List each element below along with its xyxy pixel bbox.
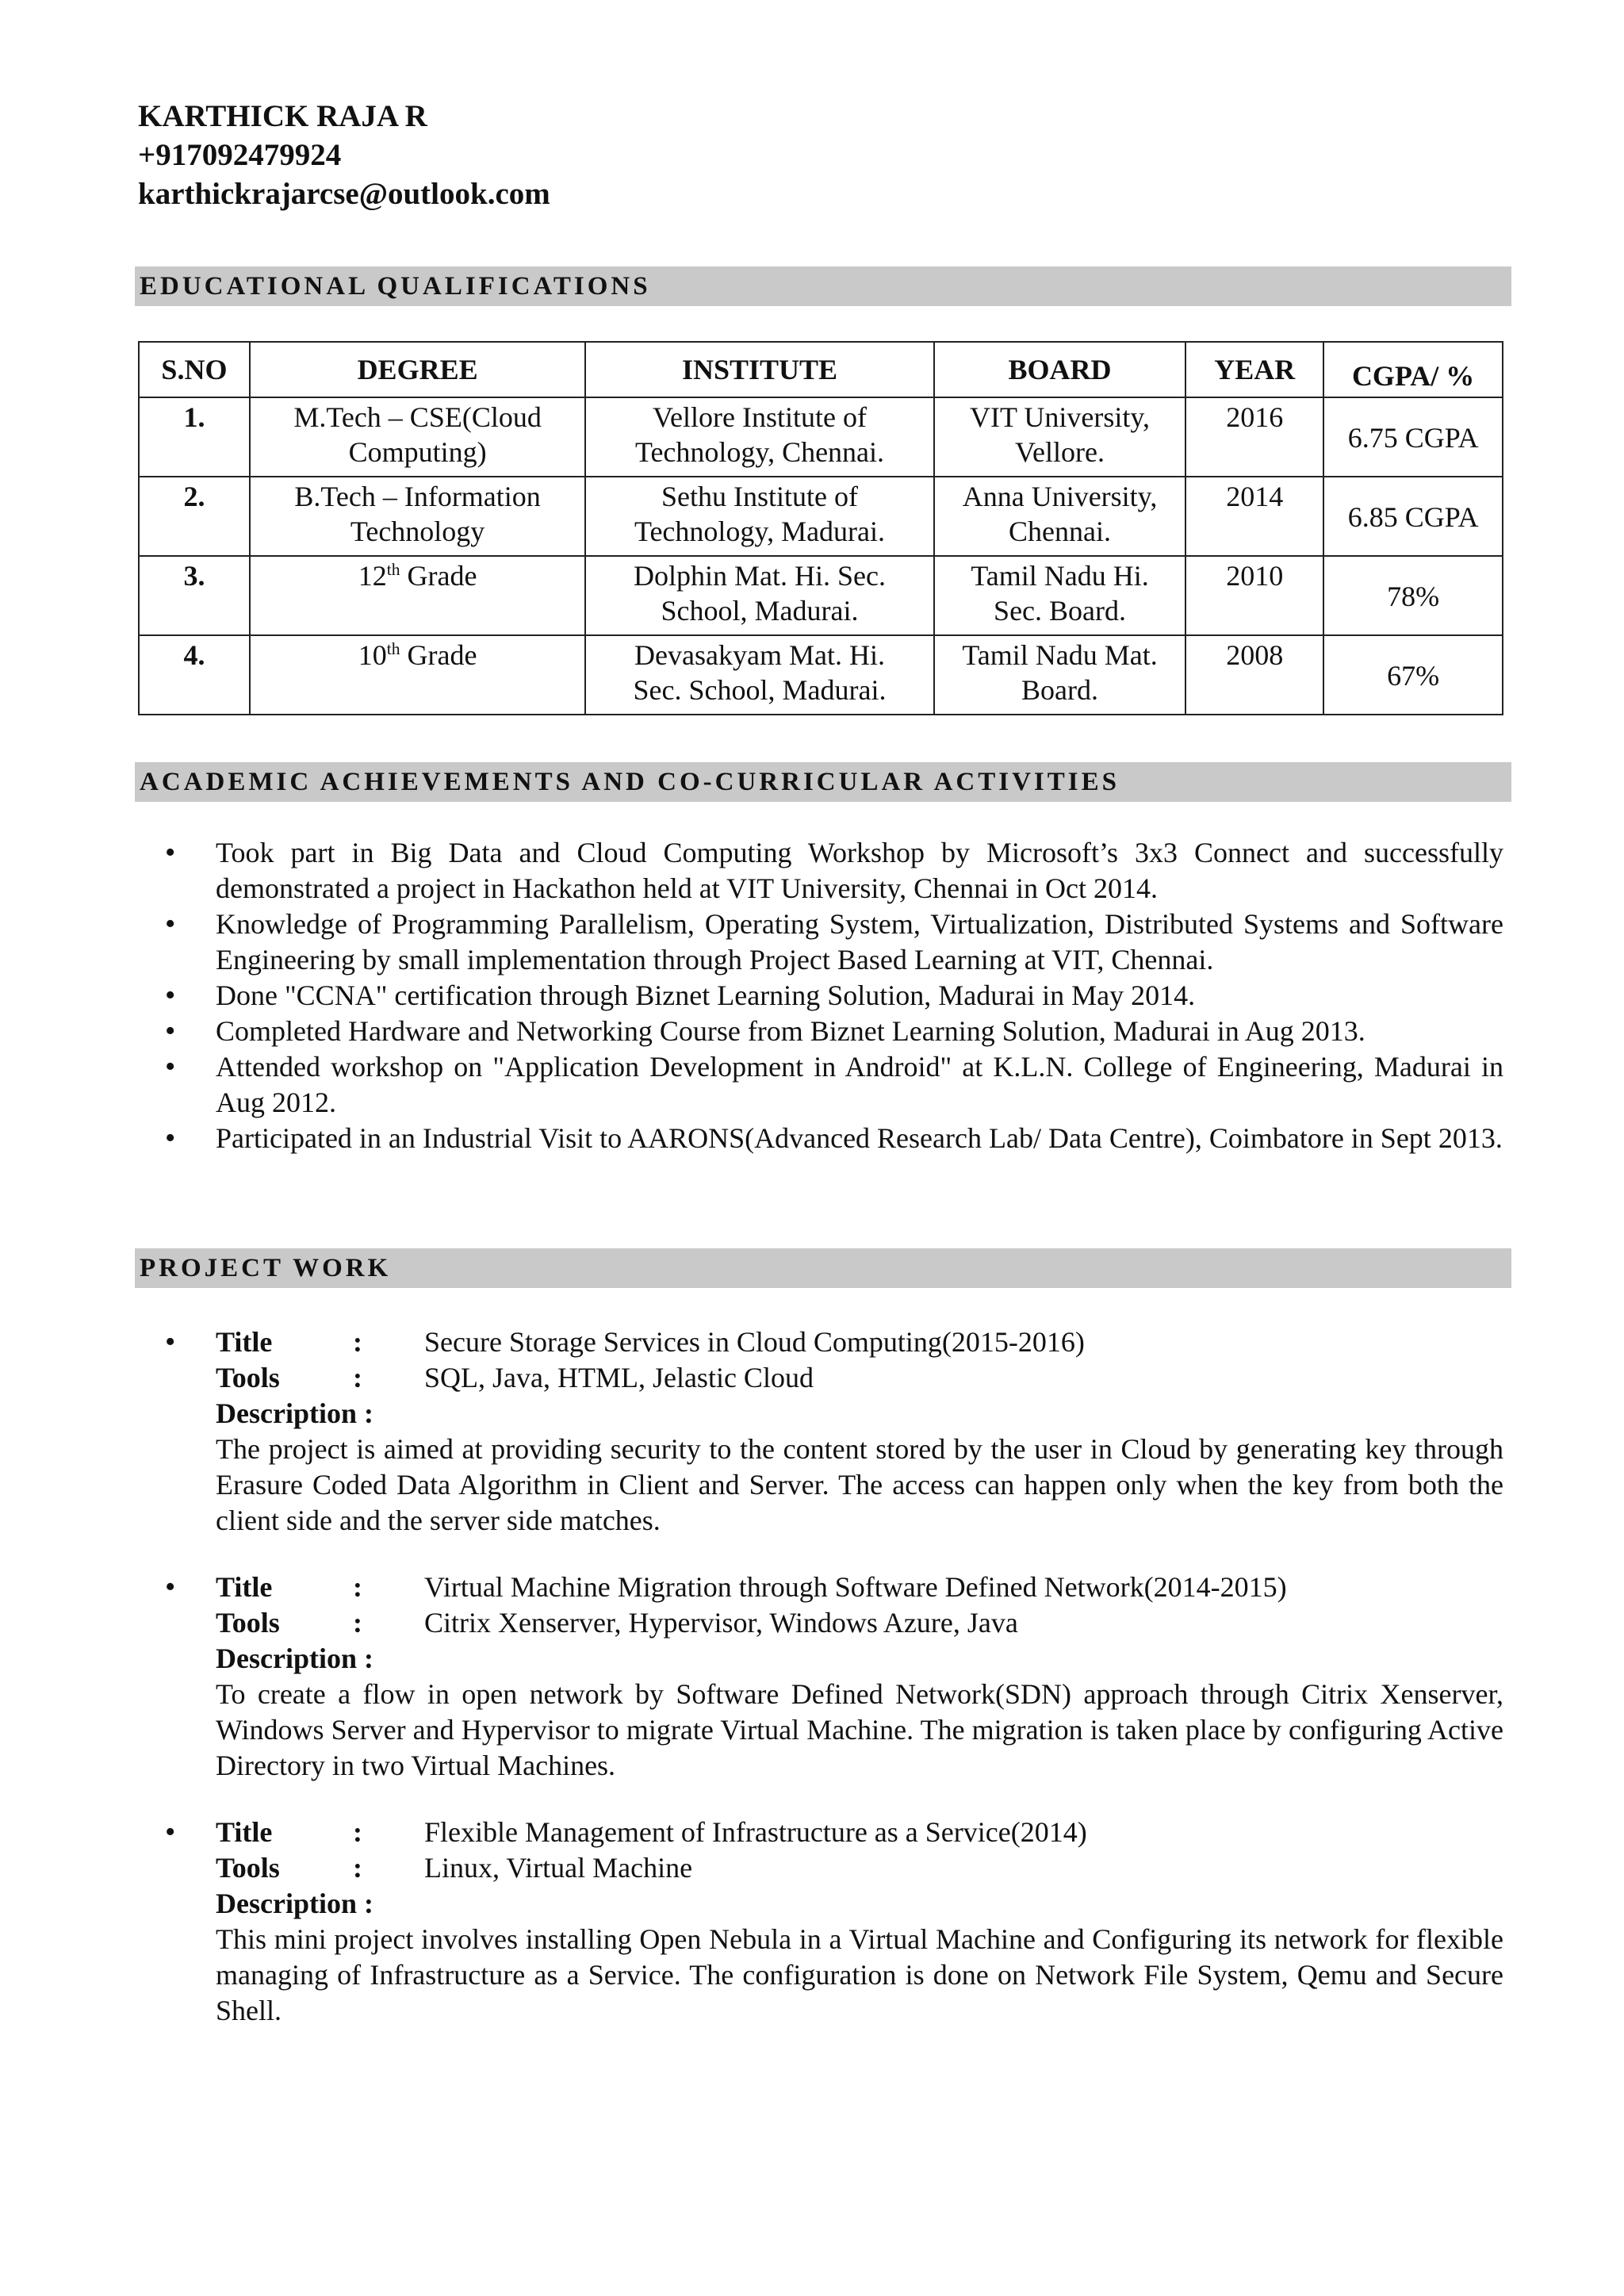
- bullet-icon: •: [165, 1815, 176, 1849]
- board-line: Chennai.: [1009, 516, 1112, 547]
- table-row: [139, 556, 1503, 635]
- cell-degree: [250, 556, 585, 635]
- colon: :: [353, 1571, 362, 1603]
- column-header: BOARD: [934, 342, 1186, 397]
- institute-line: Sethu Institute of: [661, 481, 858, 512]
- section-heading-achievements: ACADEMIC ACHIEVEMENTS AND CO-CURRICULAR ACTIVITIES: [135, 762, 1511, 802]
- section-heading-projects: PROJECT WORK: [135, 1248, 1511, 1288]
- title-label: Title: [216, 1326, 273, 1358]
- institute-line: Technology, Chennai.: [634, 436, 885, 468]
- cell-institute: [585, 477, 933, 556]
- degree-line: Computing): [348, 436, 487, 468]
- institute-line: Technology, Madurai.: [634, 516, 886, 547]
- institute-line: Sec. School, Madurai.: [633, 674, 887, 706]
- contact-header: [138, 97, 550, 213]
- email-address[interactable]: karthickrajarcse@outlook.com: [138, 177, 550, 211]
- institute-line: Dolphin Mat. Hi. Sec.: [634, 560, 886, 592]
- cell-degree: [250, 477, 585, 556]
- cell-institute: [585, 635, 933, 715]
- project-title: Secure Storage Services in Cloud Computing(2015-2016): [424, 1326, 1085, 1358]
- colon: :: [353, 1607, 362, 1639]
- project-tools-row: [216, 1360, 1503, 1396]
- board-line: Board.: [1021, 674, 1099, 706]
- colon: :: [353, 1852, 362, 1884]
- cell-board: [934, 556, 1186, 635]
- project-entry: [165, 1570, 1503, 1784]
- description-label: Description :: [216, 1397, 373, 1429]
- cell-score: 6.85 CGPA: [1323, 477, 1503, 556]
- cell-year: 2010: [1185, 556, 1323, 635]
- list-item: • Knowledge of Programming Parallelism, Operating System, Virtualization, Distributed Systems and Software Engineering by small implementation through Project Based Learning at VIT, Chennai.: [216, 907, 1503, 978]
- degree-ordinal: th: [386, 560, 400, 579]
- title-label: Title: [216, 1571, 273, 1603]
- cell-sno: 2.: [139, 477, 250, 556]
- project-tools-row: [216, 1605, 1503, 1641]
- phone-number: +917092479924: [138, 138, 342, 172]
- cell-score: 78%: [1323, 556, 1503, 635]
- table-row: [139, 477, 1503, 556]
- project-description: To create a flow in open network by Software Defined Network(SDN) approach through Citrix Xenserver, Windows Server and Hypervisor to migrate Virtual Machine. The migration is taken place by configuring Active Directory in two Virtual Machines.: [216, 1678, 1503, 1781]
- cell-board: [934, 397, 1186, 477]
- cell-board: [934, 635, 1186, 715]
- board-line: Tamil Nadu Hi.: [971, 560, 1149, 592]
- project-title-row: [216, 1815, 1503, 1850]
- description-label: Description :: [216, 1642, 373, 1674]
- degree-number: 12: [358, 560, 387, 592]
- education-table: [138, 341, 1503, 715]
- project-description: The project is aimed at providing security to the content stored by the user in Cloud by generating key through Erasure Coded Data Algorithm in Client and Server. The access can happen only when the key from both the client side and the server side matches.: [216, 1433, 1503, 1536]
- project-tools: SQL, Java, HTML, Jelastic Cloud: [424, 1362, 814, 1393]
- candidate-name: KARTHICK RAJA R: [138, 99, 427, 133]
- cell-institute: [585, 397, 933, 477]
- column-header: CGPA/ %: [1323, 342, 1503, 397]
- title-label: Title: [216, 1816, 273, 1848]
- degree-grade: Grade: [400, 639, 477, 671]
- degree-number: 10: [358, 639, 387, 671]
- project-tools-row: [216, 1850, 1503, 1886]
- colon: :: [353, 1326, 362, 1358]
- cell-score: 67%: [1323, 635, 1503, 715]
- degree-line: Technology: [350, 516, 485, 547]
- board-line: Vellore.: [1015, 436, 1105, 468]
- degree-grade: Grade: [400, 560, 477, 592]
- section-heading-education: EDUCATIONAL QUALIFICATIONS: [135, 266, 1511, 306]
- colon: :: [353, 1362, 362, 1393]
- project-title: Virtual Machine Migration through Software Defined Network(2014-2015): [424, 1571, 1287, 1603]
- degree-line: M.Tech – CSE(Cloud: [293, 401, 542, 433]
- list-item: • Took part in Big Data and Cloud Computing Workshop by Microsoft’s 3x3 Connect and successfully demonstrated a project in Hackathon held at VIT University, Chennai in Oct 2014.: [216, 835, 1503, 907]
- tools-label: Tools: [216, 1362, 280, 1393]
- cell-score: 6.75 CGPA: [1323, 397, 1503, 477]
- cell-year: 2014: [1185, 477, 1323, 556]
- board-line: Sec. Board.: [994, 595, 1127, 627]
- tools-label: Tools: [216, 1607, 280, 1639]
- colon: :: [353, 1816, 362, 1848]
- project-tools: Citrix Xenserver, Hypervisor, Windows Azure, Java: [424, 1607, 1018, 1639]
- project-entry: [165, 1324, 1503, 1539]
- institute-line: Vellore Institute of: [653, 401, 867, 433]
- cell-sno: 4.: [139, 635, 250, 715]
- project-tools: Linux, Virtual Machine: [424, 1852, 693, 1884]
- project-title-row: [216, 1570, 1503, 1605]
- table-header-row: [139, 342, 1503, 397]
- project-entry: [165, 1815, 1503, 2029]
- list-item: • Done "CCNA" certification through Biznet Learning Solution, Madurai in May 2014.: [216, 978, 1503, 1014]
- degree-line: B.Tech – Information: [294, 481, 541, 512]
- cell-year: 2016: [1185, 397, 1323, 477]
- cell-sno: 3.: [139, 556, 250, 635]
- list-item: • Participated in an Industrial Visit to AARONS(Advanced Research Lab/ Data Centre), Coimbatore in Sept 2013.: [216, 1121, 1503, 1156]
- project-title: Flexible Management of Infrastructure as a Service(2014): [424, 1816, 1087, 1848]
- institute-line: Devasakyam Mat. Hi.: [634, 639, 885, 671]
- list-item: • Completed Hardware and Networking Course from Biznet Learning Solution, Madurai in Aug 2013.: [216, 1014, 1503, 1049]
- column-header: S.NO: [139, 342, 250, 397]
- cell-degree: [250, 635, 585, 715]
- cell-institute: [585, 556, 933, 635]
- cell-board: [934, 477, 1186, 556]
- table-row: [139, 397, 1503, 477]
- table-row: [139, 635, 1503, 715]
- achievements-list: [136, 835, 1503, 1156]
- board-line: Anna University,: [962, 481, 1158, 512]
- list-item: • Attended workshop on "Application Development in Android" at K.L.N. College of Engineering, Madurai in Aug 2012.: [216, 1049, 1503, 1121]
- description-label: Description :: [216, 1888, 373, 1919]
- board-line: Tamil Nadu Mat.: [962, 639, 1158, 671]
- cell-year: 2008: [1185, 635, 1323, 715]
- bullet-icon: •: [165, 1325, 176, 1359]
- column-header: YEAR: [1185, 342, 1323, 397]
- project-description: This mini project involves installing Open Nebula in a Virtual Machine and Configuring its network for flexible managing of Infrastructure as a Service. The configuration is done on Network File System, Qemu and Secure Shell.: [216, 1923, 1503, 2026]
- tools-label: Tools: [216, 1852, 280, 1884]
- cell-sno: 1.: [139, 397, 250, 477]
- degree-ordinal: th: [386, 639, 400, 658]
- column-header: INSTITUTE: [585, 342, 933, 397]
- institute-line: School, Madurai.: [661, 595, 859, 627]
- column-header: DEGREE: [250, 342, 585, 397]
- cell-degree: [250, 397, 585, 477]
- board-line: VIT University,: [970, 401, 1151, 433]
- bullet-icon: •: [165, 1570, 176, 1604]
- project-title-row: [216, 1324, 1503, 1360]
